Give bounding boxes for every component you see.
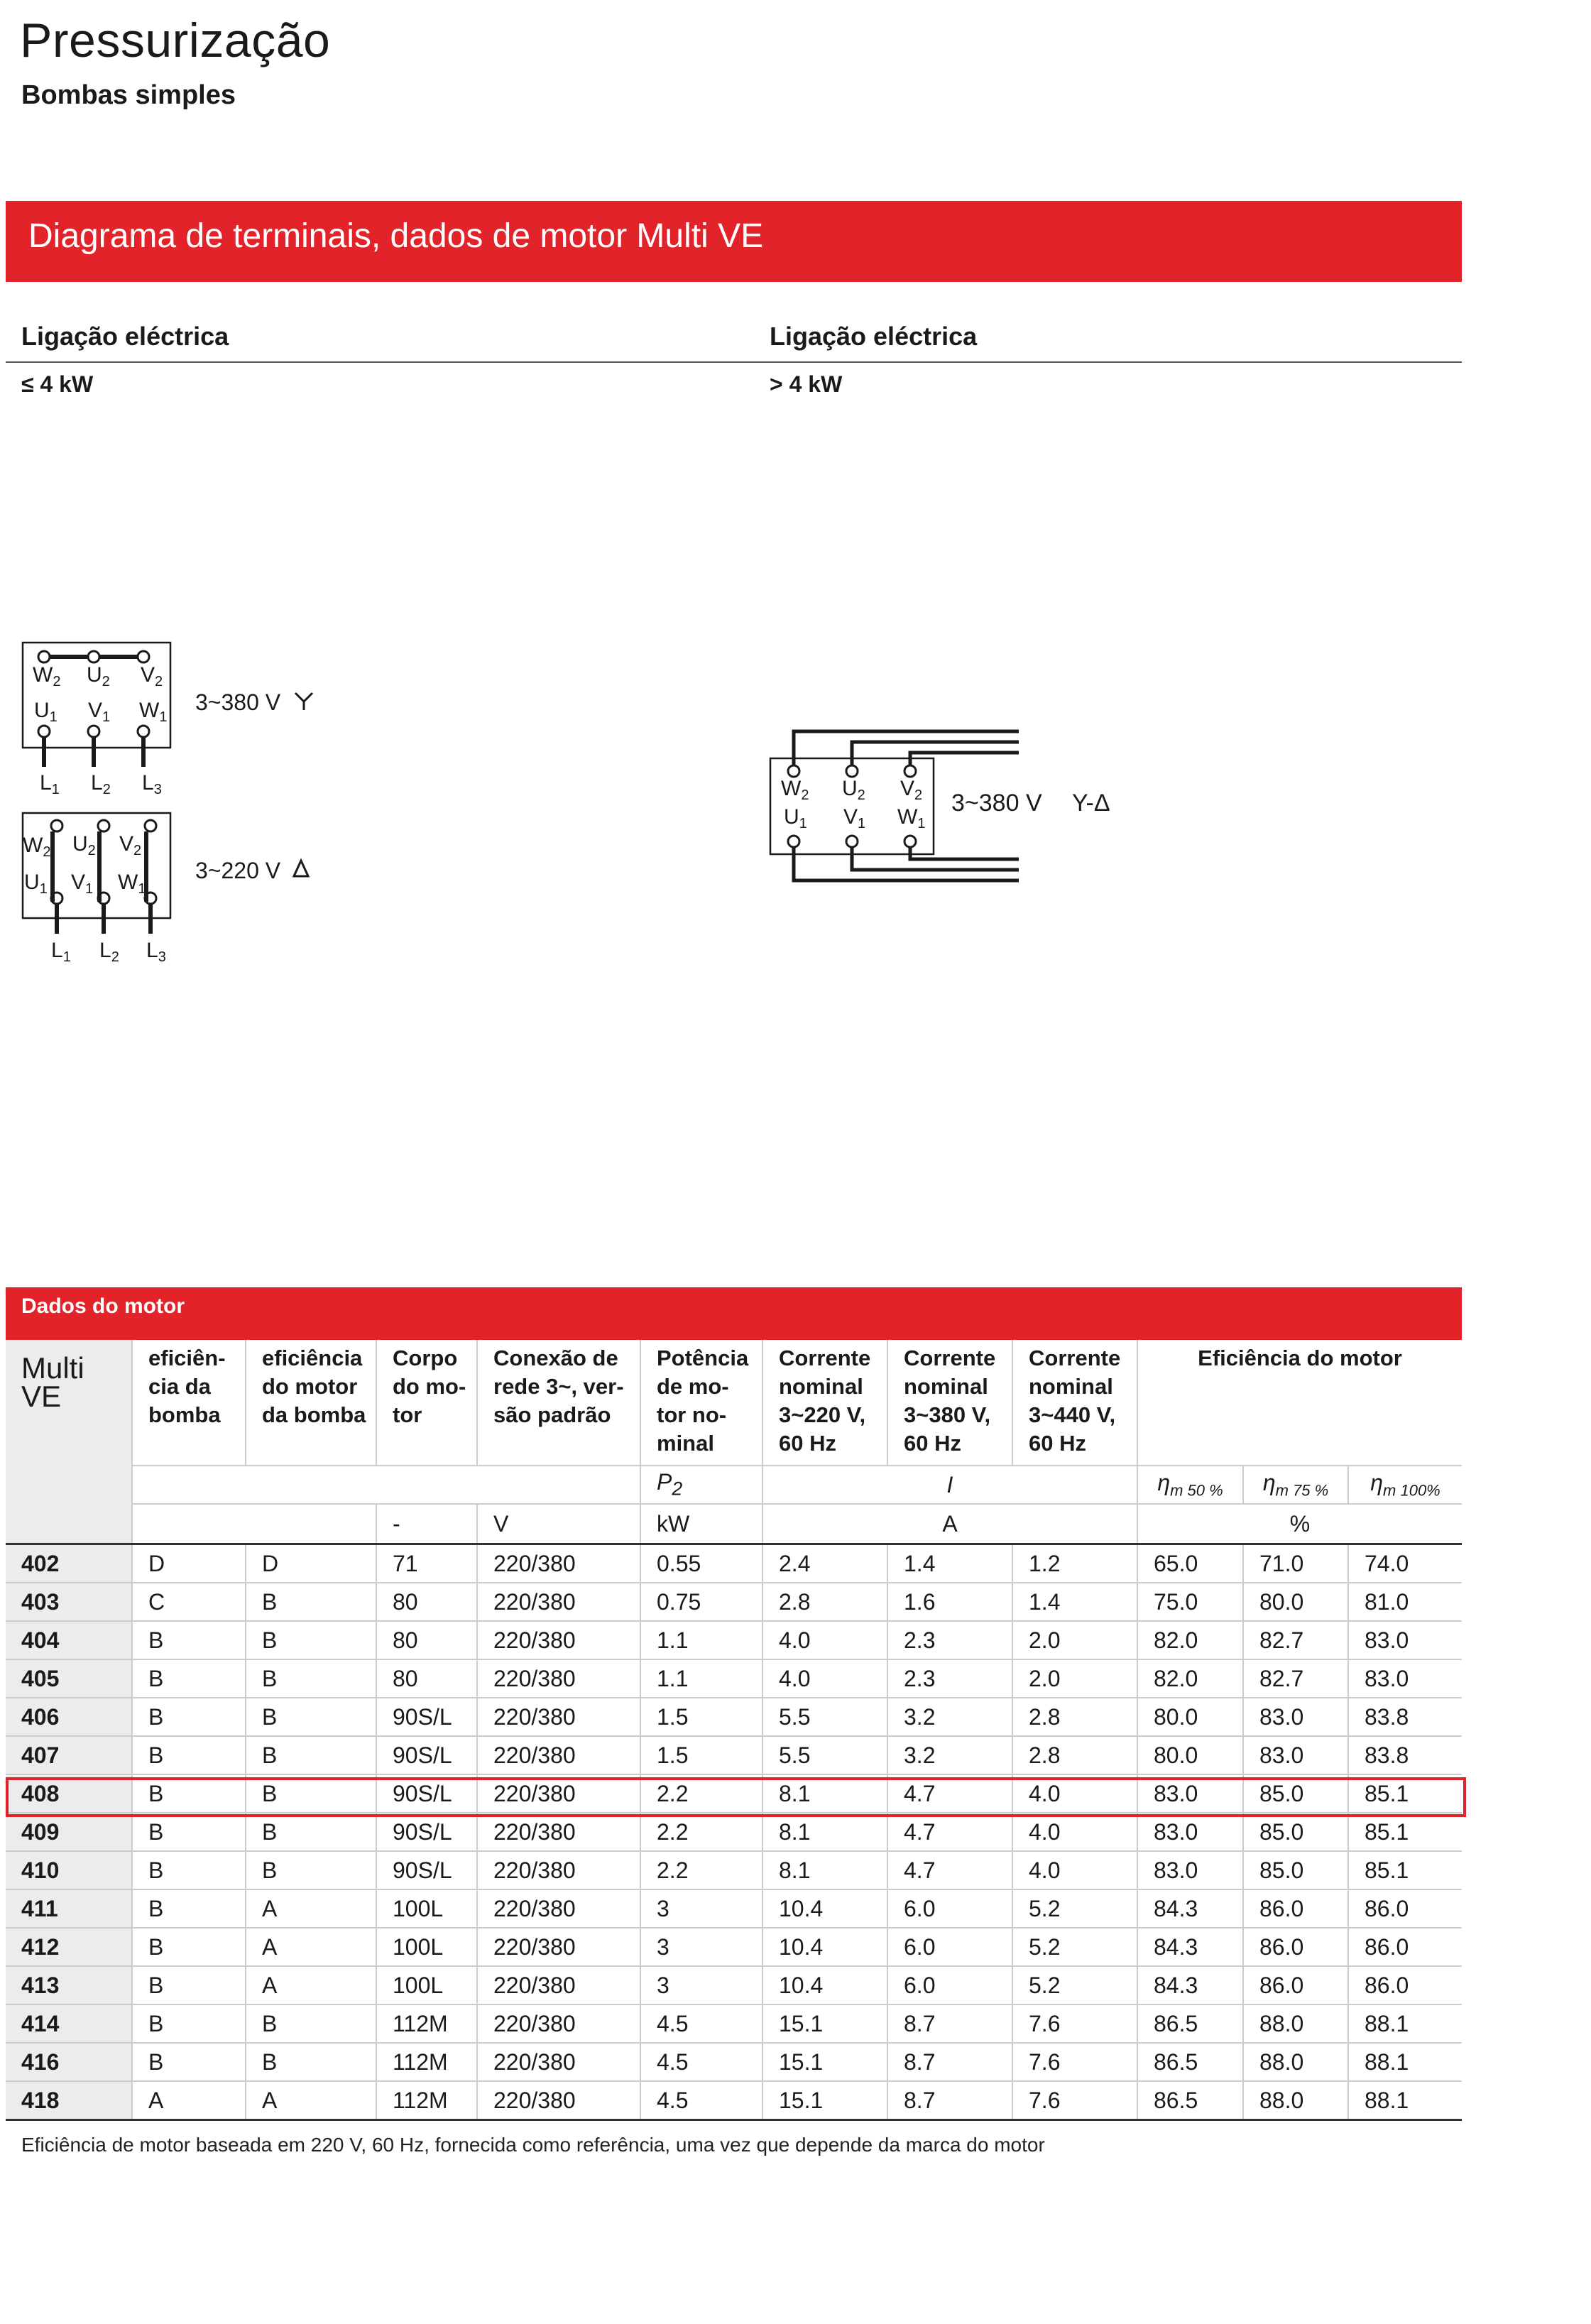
table-cell: B: [132, 1736, 246, 1774]
table-cell: 4.0: [1012, 1813, 1137, 1851]
model-cell: 416: [6, 2043, 132, 2081]
table-cell: 2.0: [1012, 1659, 1137, 1698]
table-cell: B: [246, 1774, 376, 1813]
table-cell: 220/380: [477, 1659, 640, 1698]
table-row: [6, 1813, 1462, 1851]
table-cell: 220/380: [477, 1583, 640, 1621]
delta-symbol-icon: [294, 861, 308, 876]
table-cell: 3: [640, 1966, 762, 2004]
table-cell: 4.0: [762, 1621, 887, 1659]
table-cell: 15.1: [762, 2004, 887, 2043]
table-cell: 75.0: [1137, 1583, 1243, 1621]
table-cell: 2.4: [762, 1544, 887, 1583]
footnote: Eficiência de motor baseada em 220 V, 60 Hz, fornecida como referência, uma vez que depende da marca do motor: [21, 2134, 1045, 2156]
table-cell: 4.5: [640, 2043, 762, 2081]
table-cell: 4.5: [640, 2081, 762, 2120]
table-cell: 82.7: [1243, 1659, 1348, 1698]
wiring-diagrams: [0, 625, 1591, 994]
table-cell: 1.2: [1012, 1544, 1137, 1583]
table-cell: 83.0: [1348, 1621, 1462, 1659]
table-cell: 71: [376, 1544, 477, 1583]
table-row: [6, 2081, 1462, 2120]
model-cell: 403: [6, 1583, 132, 1621]
table-cell: 88.0: [1243, 2081, 1348, 2120]
table-cell: 100L: [376, 1966, 477, 2004]
table-cell: 220/380: [477, 2004, 640, 2043]
table-cell: 90S/L: [376, 1774, 477, 1813]
line-label: $L_1$: [40, 771, 60, 797]
table-cell: 88.0: [1243, 2004, 1348, 2043]
table-cell: 83.0: [1243, 1698, 1348, 1736]
table-cell: 82.0: [1137, 1659, 1243, 1698]
model-cell: 412: [6, 1928, 132, 1966]
terminal-label: $V_1$: [71, 871, 94, 897]
table-row: [6, 1928, 1462, 1966]
table-cell: 85.1: [1348, 1774, 1462, 1813]
right-power-range: > 4 kW: [770, 371, 843, 397]
table-cell: 7.6: [1012, 2004, 1137, 2043]
terminal-label: $V_2$: [900, 777, 923, 803]
line-label: $L_3$: [146, 939, 166, 965]
model-cell: 411: [6, 1889, 132, 1928]
table-cell: B: [132, 1813, 246, 1851]
model-cell: 406: [6, 1698, 132, 1736]
table-cell: B: [246, 1736, 376, 1774]
model-cell: 409: [6, 1813, 132, 1851]
table-cell: 3.2: [887, 1736, 1012, 1774]
table-cell: B: [132, 1966, 246, 2004]
table-cell: B: [246, 1621, 376, 1659]
symbol-blank: [132, 1466, 640, 1504]
table-cell: 8.1: [762, 1774, 887, 1813]
table-cell: B: [132, 1928, 246, 1966]
divider: [6, 361, 1462, 363]
model-cell: 407: [6, 1736, 132, 1774]
table-cell: 2.3: [887, 1659, 1012, 1698]
table-cell: 83.0: [1243, 1736, 1348, 1774]
header-mains: Conexão de rede 3~, ver- são padrão: [477, 1340, 640, 1466]
unit-current: A: [762, 1504, 1137, 1544]
table-cell: 80.0: [1243, 1583, 1348, 1621]
table-cell: 1.6: [887, 1583, 1012, 1621]
table-cell: 4.0: [1012, 1851, 1137, 1889]
table-cell: 2.2: [640, 1851, 762, 1889]
model-cell: 410: [6, 1851, 132, 1889]
table-cell: A: [246, 1928, 376, 1966]
table-cell: 4.7: [887, 1851, 1012, 1889]
header-pump-efficiency: eficiên- cia da bomba: [132, 1340, 246, 1466]
unit-voltage: V: [477, 1504, 640, 1544]
table-cell: 220/380: [477, 1928, 640, 1966]
table-cell: 1.4: [1012, 1583, 1137, 1621]
table-cell: 86.5: [1137, 2043, 1243, 2081]
model-cell: 402: [6, 1544, 132, 1583]
model-cell: 413: [6, 1966, 132, 2004]
table-cell: 5.2: [1012, 1966, 1137, 2004]
table-cell: D: [246, 1544, 376, 1583]
header-current-440: Corrente nominal 3~440 V, 60 Hz: [1012, 1340, 1137, 1466]
table-cell: 83.0: [1348, 1659, 1462, 1698]
terminal-label: $V_2$: [141, 663, 163, 689]
table-cell: 220/380: [477, 1621, 640, 1659]
table-cell: 2.2: [640, 1774, 762, 1813]
table-cell: A: [246, 1966, 376, 2004]
table-row: [6, 1659, 1462, 1698]
table-cell: 8.7: [887, 2043, 1012, 2081]
table-cell: 90S/L: [376, 1698, 477, 1736]
line-label: $L_2$: [99, 939, 119, 965]
line-label: $L_3$: [142, 771, 162, 797]
terminal-label: $W_2$: [781, 777, 809, 803]
table-cell: 80.0: [1137, 1736, 1243, 1774]
table-cell: B: [132, 2043, 246, 2081]
table-cell: B: [246, 1698, 376, 1736]
table-cell: 220/380: [477, 2081, 640, 2120]
table-cell: 0.55: [640, 1544, 762, 1583]
table-cell: 2.3: [887, 1621, 1012, 1659]
table-cell: 86.0: [1348, 1966, 1462, 2004]
stardelta-symbol: Y-Δ: [1072, 790, 1110, 817]
table-cell: 6.0: [887, 1966, 1012, 2004]
table-cell: 85.0: [1243, 1774, 1348, 1813]
table-cell: 1.5: [640, 1736, 762, 1774]
terminal-label: $W_1$: [897, 805, 926, 831]
terminal-label: $W_1$: [139, 699, 168, 725]
table-row: [6, 1698, 1462, 1736]
table-cell: 220/380: [477, 1698, 640, 1736]
delta-voltage-label: 3~220 V: [195, 858, 281, 883]
table-cell: 5.2: [1012, 1928, 1137, 1966]
right-connection-title: Ligação eléctrica: [770, 322, 978, 351]
terminal-label: $U_2$: [87, 663, 110, 689]
symbol-eta-50: $\eta_{m 50 \%}$: [1137, 1466, 1243, 1504]
stardelta-voltage-label: 3~380 V: [951, 790, 1042, 817]
model-cell: 408: [6, 1774, 132, 1813]
table-cell: 86.0: [1348, 1889, 1462, 1928]
table-cell: 65.0: [1137, 1544, 1243, 1583]
table-cell: 90S/L: [376, 1813, 477, 1851]
table-cell: 86.0: [1243, 1889, 1348, 1928]
header-model: Multi VE: [6, 1340, 132, 1544]
line-label: $L_1$: [51, 939, 71, 965]
terminal-label: $W_2$: [33, 663, 61, 689]
table-cell: 2.8: [1012, 1736, 1137, 1774]
terminal-label: $V_1$: [843, 805, 866, 831]
motor-data-title: Dados do motor: [21, 1294, 185, 1318]
table-cell: A: [132, 2081, 246, 2120]
terminal-label: $U_1$: [24, 871, 48, 897]
page-subtitle: Bombas simples: [21, 80, 236, 110]
table-cell: 5.5: [762, 1736, 887, 1774]
table-cell: 220/380: [477, 1889, 640, 1928]
table-cell: B: [246, 1583, 376, 1621]
symbol-p2: $P_2$: [640, 1466, 762, 1504]
table-cell: 2.8: [1012, 1698, 1137, 1736]
unit-frame: -: [376, 1504, 477, 1544]
table-cell: 81.0: [1348, 1583, 1462, 1621]
table-cell: 3: [640, 1928, 762, 1966]
terminal-label: $U_2$: [842, 777, 865, 803]
table-cell: B: [132, 1659, 246, 1698]
table-cell: 220/380: [477, 2043, 640, 2081]
table-cell: 6.0: [887, 1928, 1012, 1966]
table-cell: 4.7: [887, 1774, 1012, 1813]
unit-efficiency: %: [1137, 1504, 1462, 1544]
table-cell: 86.0: [1348, 1928, 1462, 1966]
table-cell: B: [246, 1813, 376, 1851]
symbol-eta-75: $\eta_{m 75 \%}$: [1243, 1466, 1348, 1504]
section-banner-title: Diagrama de terminais, dados de motor Multi VE: [28, 217, 764, 255]
table-cell: 4.7: [887, 1813, 1012, 1851]
table-cell: B: [132, 2004, 246, 2043]
terminal-label: $U_1$: [34, 699, 58, 725]
terminal-label: $U_2$: [72, 832, 96, 858]
table-cell: B: [132, 1774, 246, 1813]
table-cell: 8.1: [762, 1813, 887, 1851]
table-cell: 4.5: [640, 2004, 762, 2043]
terminal-label: $W_2$: [23, 834, 51, 860]
model-cell: 418: [6, 2081, 132, 2120]
table-cell: 82.0: [1137, 1621, 1243, 1659]
table-cell: 83.8: [1348, 1698, 1462, 1736]
table-cell: 8.1: [762, 1851, 887, 1889]
highlighted-row-outline: [6, 1777, 1466, 1817]
table-cell: 4.0: [762, 1659, 887, 1698]
table-cell: 80: [376, 1583, 477, 1621]
table-cell: 0.75: [640, 1583, 762, 1621]
table-cell: 1.4: [887, 1544, 1012, 1583]
table-row: [6, 1889, 1462, 1928]
table-cell: 5.2: [1012, 1889, 1137, 1928]
table-cell: 112M: [376, 2004, 477, 2043]
table-cell: 84.3: [1137, 1889, 1243, 1928]
page-title: Pressurização: [20, 13, 331, 67]
symbol-current: I: [762, 1466, 1137, 1504]
table-cell: B: [246, 1851, 376, 1889]
table-cell: 85.1: [1348, 1851, 1462, 1889]
left-power-range: ≤ 4 kW: [21, 371, 94, 397]
header-current-380: Corrente nominal 3~380 V, 60 Hz: [887, 1340, 1012, 1466]
table-cell: B: [132, 1621, 246, 1659]
table-cell: B: [132, 1851, 246, 1889]
table-row: [6, 1736, 1462, 1774]
symbol-eta-100: $\eta_{m 100\%}$: [1348, 1466, 1462, 1504]
star-voltage-label: 3~380 V: [195, 689, 281, 715]
table-cell: 88.1: [1348, 2004, 1462, 2043]
table-cell: 85.0: [1243, 1813, 1348, 1851]
table-cell: D: [132, 1544, 246, 1583]
table-cell: 15.1: [762, 2081, 887, 2120]
motor-data-bar: [6, 1287, 1462, 1340]
model-cell: 414: [6, 2004, 132, 2043]
table-cell: 100L: [376, 1889, 477, 1928]
table-cell: A: [246, 1889, 376, 1928]
table-cell: 3.2: [887, 1698, 1012, 1736]
table-cell: 86.5: [1137, 2081, 1243, 2120]
table-cell: 80: [376, 1621, 477, 1659]
table-cell: 10.4: [762, 1889, 887, 1928]
table-row: [6, 1544, 1462, 1583]
table-cell: 85.0: [1243, 1851, 1348, 1889]
table-cell: 90S/L: [376, 1851, 477, 1889]
table-cell: 80: [376, 1659, 477, 1698]
table-cell: 90S/L: [376, 1736, 477, 1774]
table-cell: 83.8: [1348, 1736, 1462, 1774]
table-cell: 1.1: [640, 1659, 762, 1698]
table-row: [6, 1621, 1462, 1659]
table-row: [6, 2043, 1462, 2081]
table-cell: 84.3: [1137, 1966, 1243, 2004]
table-cell: 100L: [376, 1928, 477, 1966]
table-cell: 2.8: [762, 1583, 887, 1621]
table-cell: 220/380: [477, 1774, 640, 1813]
table-cell: B: [132, 1698, 246, 1736]
table-row: [6, 1583, 1462, 1621]
table-cell: 4.0: [1012, 1774, 1137, 1813]
terminal-label: $V_2$: [119, 832, 142, 858]
header-current-220: Corrente nominal 3~220 V, 60 Hz: [762, 1340, 887, 1466]
table-cell: A: [246, 2081, 376, 2120]
table-cell: 71.0: [1243, 1544, 1348, 1583]
table-cell: 2.0: [1012, 1621, 1137, 1659]
table-cell: 220/380: [477, 1736, 640, 1774]
table-cell: 1.5: [640, 1698, 762, 1736]
header-motor-efficiency: eficiência do motor da bomba: [246, 1340, 376, 1466]
table-cell: 6.0: [887, 1889, 1012, 1928]
table-cell: C: [132, 1583, 246, 1621]
table-cell: 112M: [376, 2043, 477, 2081]
terminal-label: $U_1$: [784, 805, 807, 831]
table-cell: 8.7: [887, 2004, 1012, 2043]
table-cell: B: [246, 1659, 376, 1698]
table-cell: 74.0: [1348, 1544, 1462, 1583]
star-symbol-icon: [295, 693, 312, 710]
table-cell: 83.0: [1137, 1813, 1243, 1851]
table-cell: 88.1: [1348, 2043, 1462, 2081]
header-efficiency: Eficiência do motor: [1137, 1340, 1462, 1466]
table-cell: 112M: [376, 2081, 477, 2120]
table-cell: 10.4: [762, 1928, 887, 1966]
table-cell: 86.0: [1243, 1928, 1348, 1966]
delta-connection-diagram: [23, 813, 170, 934]
table-cell: 88.1: [1348, 2081, 1462, 2120]
model-cell: 405: [6, 1659, 132, 1698]
terminal-label: $V_1$: [88, 699, 111, 725]
table-cell: 83.0: [1137, 1774, 1243, 1813]
table-cell: B: [132, 1889, 246, 1928]
table-row: [6, 2004, 1462, 2043]
table-cell: 7.6: [1012, 2043, 1137, 2081]
table-cell: B: [246, 2004, 376, 2043]
unit-power: kW: [640, 1504, 762, 1544]
table-cell: 85.1: [1348, 1813, 1462, 1851]
table-cell: 82.7: [1243, 1621, 1348, 1659]
table-cell: 86.5: [1137, 2004, 1243, 2043]
table-cell: 83.0: [1137, 1851, 1243, 1889]
table-cell: 8.7: [887, 2081, 1012, 2120]
motor-data-table: [6, 1340, 1462, 2121]
table-cell: 220/380: [477, 1966, 640, 2004]
table-cell: 1.1: [640, 1621, 762, 1659]
model-cell: 404: [6, 1621, 132, 1659]
left-connection-title: Ligação eléctrica: [21, 322, 229, 351]
line-label: $L_2$: [91, 771, 111, 797]
table-cell: 2.2: [640, 1813, 762, 1851]
table-cell: 10.4: [762, 1966, 887, 2004]
header-frame: Corpo do mo- tor: [376, 1340, 477, 1466]
table-cell: 84.3: [1137, 1928, 1243, 1966]
terminal-label: $W_1$: [118, 871, 146, 897]
table-cell: 7.6: [1012, 2081, 1137, 2120]
table-cell: 88.0: [1243, 2043, 1348, 2081]
table-cell: 3: [640, 1889, 762, 1928]
table-row: [6, 1966, 1462, 2004]
table-cell: B: [246, 2043, 376, 2081]
table-cell: 15.1: [762, 2043, 887, 2081]
unit-blank: [132, 1504, 376, 1544]
table-cell: 86.0: [1243, 1966, 1348, 2004]
table-cell: 220/380: [477, 1851, 640, 1889]
table-cell: 5.5: [762, 1698, 887, 1736]
table-cell: 80.0: [1137, 1698, 1243, 1736]
table-row: [6, 1851, 1462, 1889]
table-cell: 220/380: [477, 1813, 640, 1851]
header-power: Potência de mo- tor no- minal: [640, 1340, 762, 1466]
table-cell: 220/380: [477, 1544, 640, 1583]
